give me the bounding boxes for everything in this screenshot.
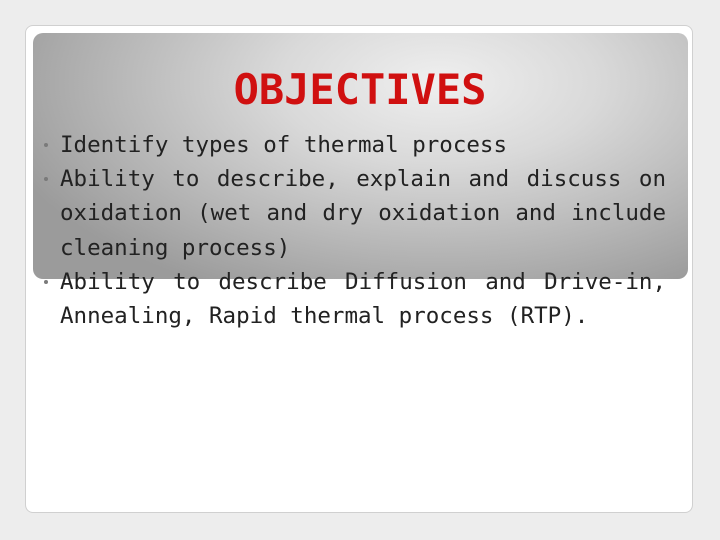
list-item bbox=[60, 162, 666, 265]
bullet-dot-icon bbox=[44, 280, 48, 284]
slide-title: OBJECTIVES bbox=[233, 65, 487, 114]
list-item-text: Ability to describe, explain and discuss on oxidation (wet and dry oxidation and include cleaning process) bbox=[60, 166, 666, 261]
list-item bbox=[60, 265, 666, 333]
list-item-text: Ability to describe Diffusion and Drive-in, Annealing, Rapid thermal process (RTP). bbox=[60, 268, 666, 330]
list-item-text: Identify types of thermal process bbox=[60, 132, 508, 158]
bullet-dot-icon bbox=[44, 143, 48, 147]
list-item bbox=[60, 128, 666, 162]
objectives-list bbox=[60, 128, 666, 333]
